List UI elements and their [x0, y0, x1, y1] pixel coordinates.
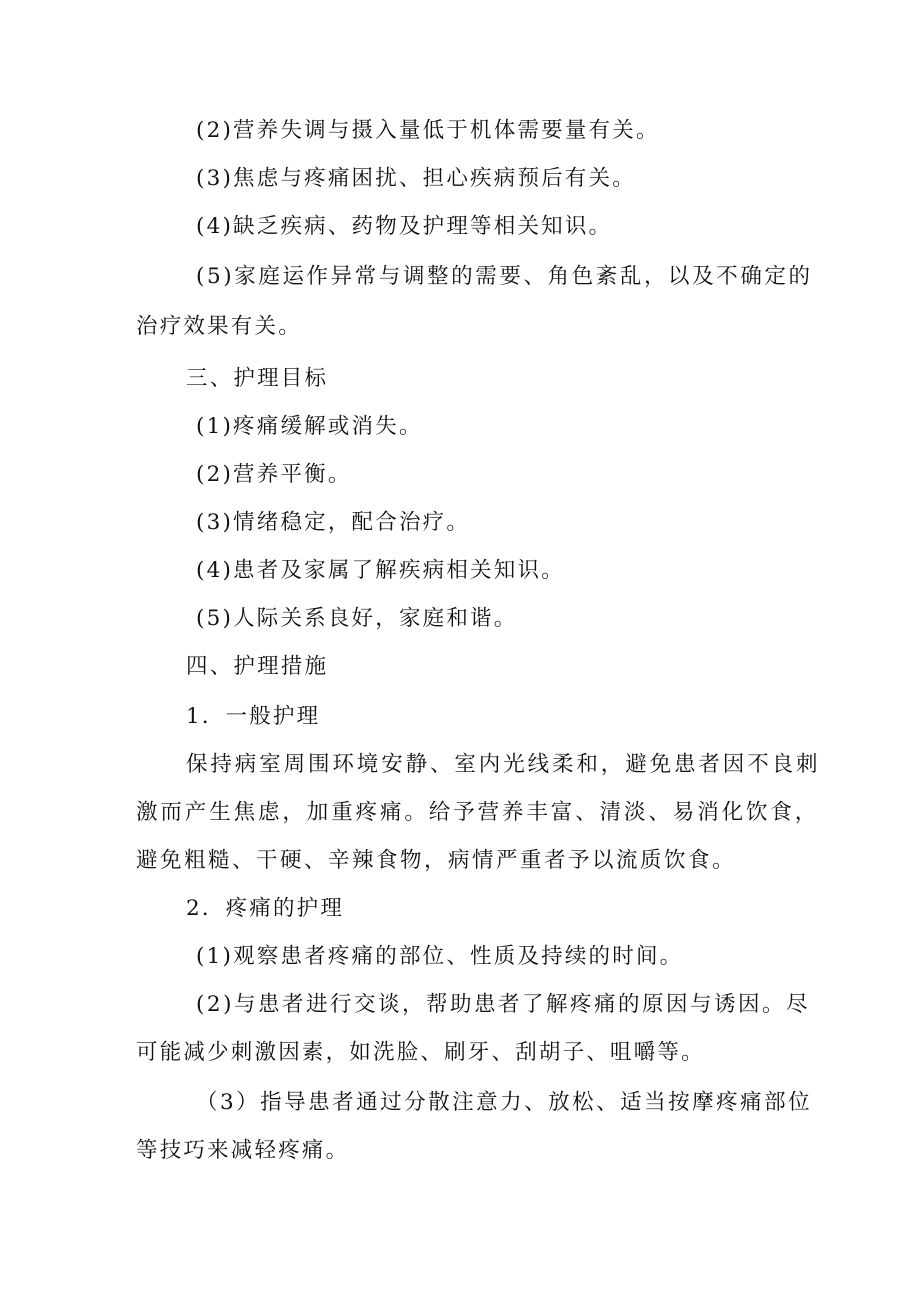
- text-line: 可能减少刺激因素，如洗脸、刷牙、刮胡子、咀嚼等。: [136, 1040, 705, 1065]
- text-line: 避免粗糙、干硬、辛辣食物，病情严重者予以流质饮食。: [136, 848, 737, 873]
- text-line: (2)与患者进行交谈，帮助患者了解疼痛的原因与诱因。尽: [196, 992, 810, 1017]
- text-line: 等技巧来减轻疼痛。: [136, 1138, 350, 1163]
- text-line: (2)营养平衡。: [196, 462, 352, 487]
- text-line: 激而产生焦虑，加重疼痛。给予营养丰富、清淡、易消化饮食，: [136, 800, 820, 825]
- text-line: (4)缺乏疾病、药物及护理等相关知识。: [196, 214, 613, 239]
- text-line: （3）指导患者通过分散注意力、放松、适当按摩疼痛部位: [196, 1090, 813, 1115]
- text-line: (4)患者及家属了解疾病相关知识。: [196, 558, 565, 583]
- text-line: 保持病室周围环境安静、室内光线柔和，避免患者因不良刺: [186, 752, 821, 777]
- section-heading: 三、护理目标: [186, 366, 329, 391]
- text-line: (5)人际关系良好，家庭和谐。: [196, 606, 518, 631]
- text-line: (2)营养失调与摄入量低于机体需要量有关。: [196, 118, 660, 143]
- text-line: 治疗效果有关。: [136, 314, 302, 339]
- text-line: (1)观察患者疼痛的部位、性质及持续的时间。: [196, 944, 684, 969]
- text-line: (3)情绪稳定，配合治疗。: [196, 510, 471, 535]
- section-heading: 四、护理措施: [186, 654, 329, 679]
- subsection-heading: 1．一般护理: [186, 704, 321, 729]
- text-line: (5)家庭运作异常与调整的需要、角色紊乱，以及不确定的: [196, 264, 813, 289]
- text-line: (3)焦虑与疼痛困扰、担心疾病预后有关。: [196, 166, 636, 191]
- text-line: (1)疼痛缓解或消失。: [196, 414, 423, 439]
- subsection-heading: 2．疼痛的护理: [186, 896, 345, 921]
